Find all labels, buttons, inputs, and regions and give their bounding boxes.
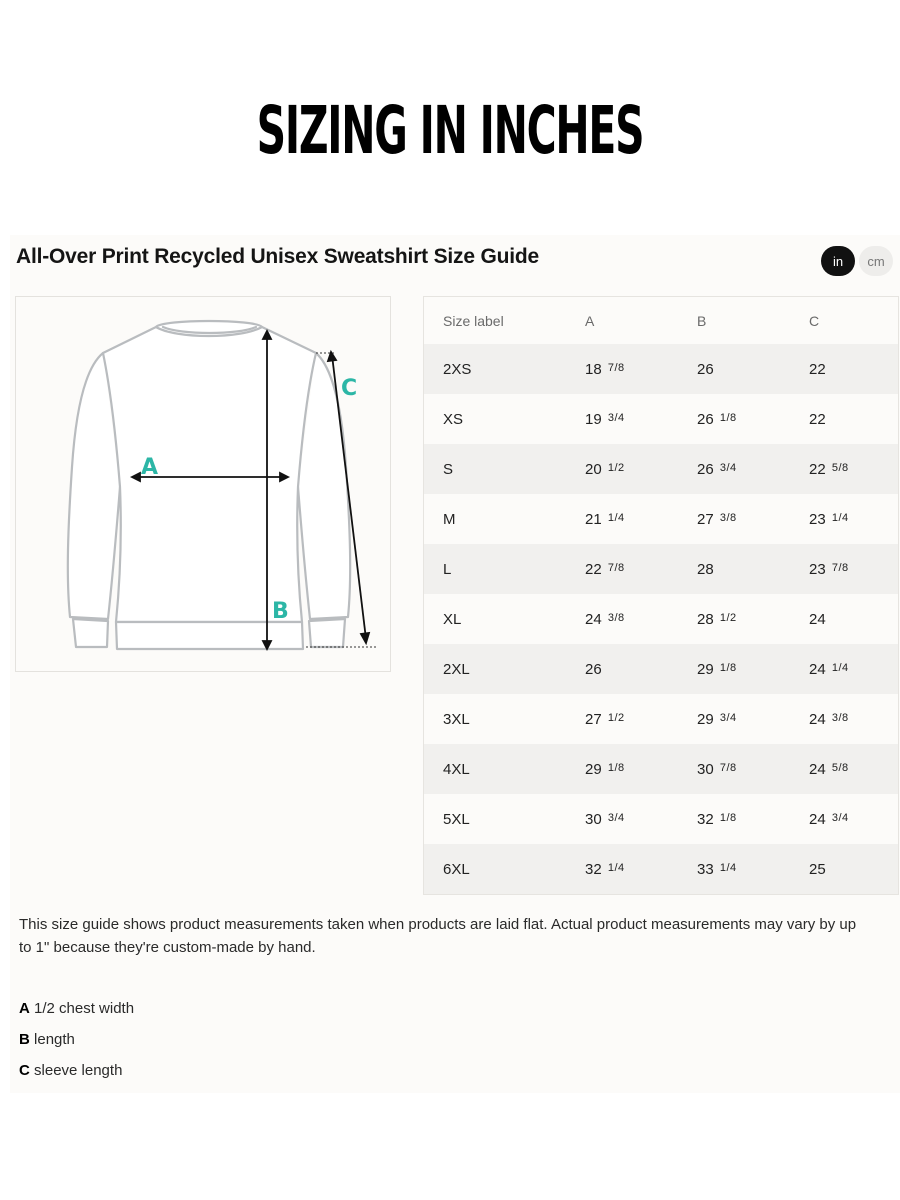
header-size-label: Size label — [424, 297, 586, 345]
b-value-cell: 29 $^{1/8}$ — [697, 644, 809, 694]
size-cell: S — [424, 444, 586, 494]
label-a: A — [141, 455, 159, 480]
b-value-cell: 26 — [697, 344, 809, 394]
c-value-cell: 24 $^{3/4}$ — [809, 794, 899, 844]
unit-inches-button[interactable]: in — [821, 246, 855, 276]
table-row — [424, 394, 899, 444]
a-value-cell: 21 $^{1/4}$ — [585, 494, 697, 544]
size-cell: XS — [424, 394, 586, 444]
size-cell: 6XL — [424, 844, 586, 895]
size-cell: 4XL — [424, 744, 586, 794]
a-value-cell: 18 $^{7/8}$ — [585, 344, 697, 394]
c-value-cell: 24 — [809, 594, 899, 644]
unit-toggle — [821, 246, 893, 276]
size-cell: XL — [424, 594, 586, 644]
label-b: B — [272, 599, 289, 624]
unit-cm-button[interactable]: cm — [859, 246, 893, 276]
c-value-cell: 25 — [809, 844, 899, 895]
b-value-cell: 26 $^{3/4}$ — [697, 444, 809, 494]
table-row — [424, 794, 899, 844]
sweatshirt-illustration — [16, 297, 392, 673]
legend-item-b: B length — [19, 1031, 75, 1048]
table-row — [424, 844, 899, 895]
a-value-cell: 20 $^{1/2}$ — [585, 444, 697, 494]
page-banner-title: SIZING IN INCHES — [256, 92, 644, 169]
a-value-cell: 24 $^{3/8}$ — [585, 594, 697, 644]
header-a: A — [585, 297, 697, 345]
c-value-cell: 22 — [809, 344, 899, 394]
b-value-cell: 28 $^{1/2}$ — [697, 594, 809, 644]
c-value-cell: 24 $^{5/8}$ — [809, 744, 899, 794]
table-row — [424, 444, 899, 494]
sweatshirt-diagram — [15, 296, 391, 672]
a-value-cell: 29 $^{1/8}$ — [585, 744, 697, 794]
table-header-row — [424, 297, 899, 345]
header-b: B — [697, 297, 809, 345]
note-line-2: to 1" because they're custom-made by hand. — [19, 939, 316, 956]
header-c: C — [809, 297, 899, 345]
a-value-cell: 22 $^{7/8}$ — [585, 544, 697, 594]
legend-item-c: C sleeve length — [19, 1062, 123, 1079]
a-value-cell: 30 $^{3/4}$ — [585, 794, 697, 844]
b-value-cell: 30 $^{7/8}$ — [697, 744, 809, 794]
table-row — [424, 694, 899, 744]
size-cell: L — [424, 544, 586, 594]
legend-item-a: A 1/2 chest width — [19, 1000, 135, 1017]
b-value-cell: 32 $^{1/8}$ — [697, 794, 809, 844]
label-c: C — [341, 376, 358, 401]
size-cell: M — [424, 494, 586, 544]
c-value-cell: 22 — [809, 394, 899, 444]
c-value-cell: 23 $^{1/4}$ — [809, 494, 899, 544]
measurement-legend — [19, 998, 134, 1091]
size-cell: 2XL — [424, 644, 586, 694]
b-value-cell: 33 $^{1/4}$ — [697, 844, 809, 895]
size-cell: 3XL — [424, 694, 586, 744]
table-row — [424, 544, 899, 594]
table-row — [424, 644, 899, 694]
c-value-cell: 24 $^{3/8}$ — [809, 694, 899, 744]
table-row — [424, 494, 899, 544]
note-line-1: This size guide shows product measurements taken when products are laid flat. Actual product measurements may vary by up — [19, 916, 857, 933]
table-row — [424, 744, 899, 794]
a-value-cell: 26 — [585, 644, 697, 694]
c-value-cell: 24 $^{1/4}$ — [809, 644, 899, 694]
size-table — [423, 296, 899, 895]
c-value-cell: 23 $^{7/8}$ — [809, 544, 899, 594]
b-value-cell: 29 $^{3/4}$ — [697, 694, 809, 744]
b-value-cell: 27 $^{3/8}$ — [697, 494, 809, 544]
a-value-cell: 27 $^{1/2}$ — [585, 694, 697, 744]
a-value-cell: 19 $^{3/4}$ — [585, 394, 697, 444]
size-guide-title: All-Over Print Recycled Unisex Sweatshirt Size Guide — [16, 245, 539, 268]
b-value-cell: 26 $^{1/8}$ — [697, 394, 809, 444]
c-value-cell: 22 $^{5/8}$ — [809, 444, 899, 494]
measurement-note — [19, 913, 900, 959]
size-cell: 5XL — [424, 794, 586, 844]
table-row — [424, 344, 899, 394]
table-row — [424, 594, 899, 644]
a-value-cell: 32 $^{1/4}$ — [585, 844, 697, 895]
b-value-cell: 28 — [697, 544, 809, 594]
size-cell: 2XS — [424, 344, 586, 394]
